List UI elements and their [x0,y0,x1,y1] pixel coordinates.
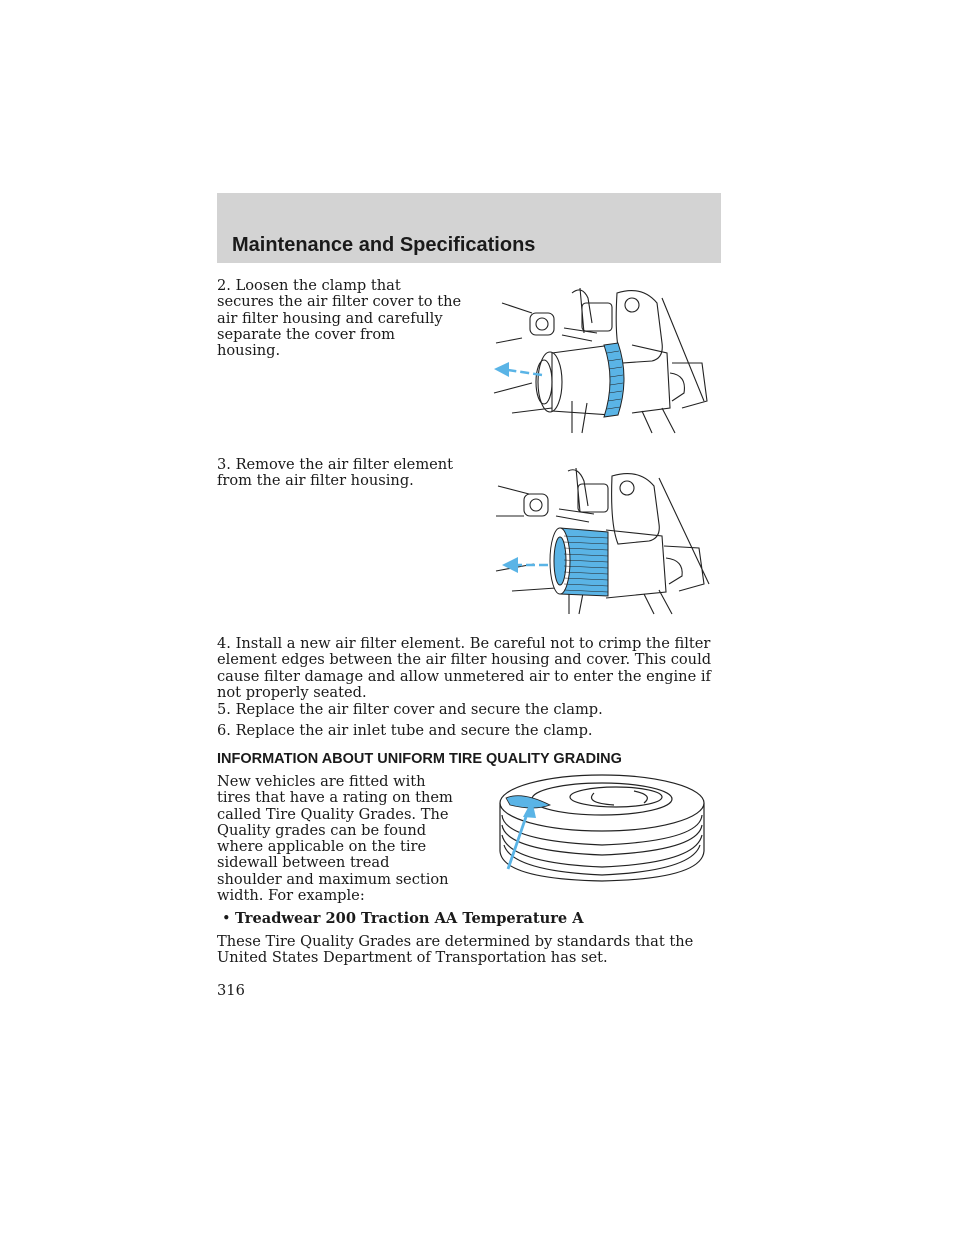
step-6-text: 6. Replace the air inlet tube and secure the clamp. [217,722,593,739]
tire-grade-example [222,910,584,927]
tire-grading-heading: INFORMATION ABOUT UNIFORM TIRE QUALITY GRADING [217,751,622,767]
step-5-text: 5. Replace the air filter cover and secure the clamp. [217,701,603,718]
section-title: Maintenance and Specifications [232,234,536,256]
step-4-text: 4. Install a new air filter element. Be careful not to crimp the filter element edges between the air filter housing and cover. This could cause filter damage and allow unmetered air to enter the engine if not properly seated. [217,635,712,701]
tire-sidewall-illustration [494,771,710,883]
step-2-text: 2. Loosen the clamp that secures the air filter cover to the air filter housing and carefully separate the cover from housing. [217,277,462,360]
air-filter-clamp-illustration [492,283,718,435]
tire-grade-example-text: Treadwear 200 Traction AA Temperature A [235,910,584,927]
bullet-symbol: • [222,910,231,927]
tire-grading-intro: New vehicles are fitted with tires that have a rating on them called Tire Quality Grades. The Quality grades can be found where applicable on the tire sidewall between tread shoulder and maximum section width. For example: [217,773,453,905]
air-filter-element-illustration [494,466,718,616]
step-3-text: 3. Remove the air filter element from the air filter housing. [217,456,454,490]
page-number: 316 [217,982,245,999]
tire-grading-closing: These Tire Quality Grades are determined by standards that the United States Department of Transportation has set. [217,933,694,967]
